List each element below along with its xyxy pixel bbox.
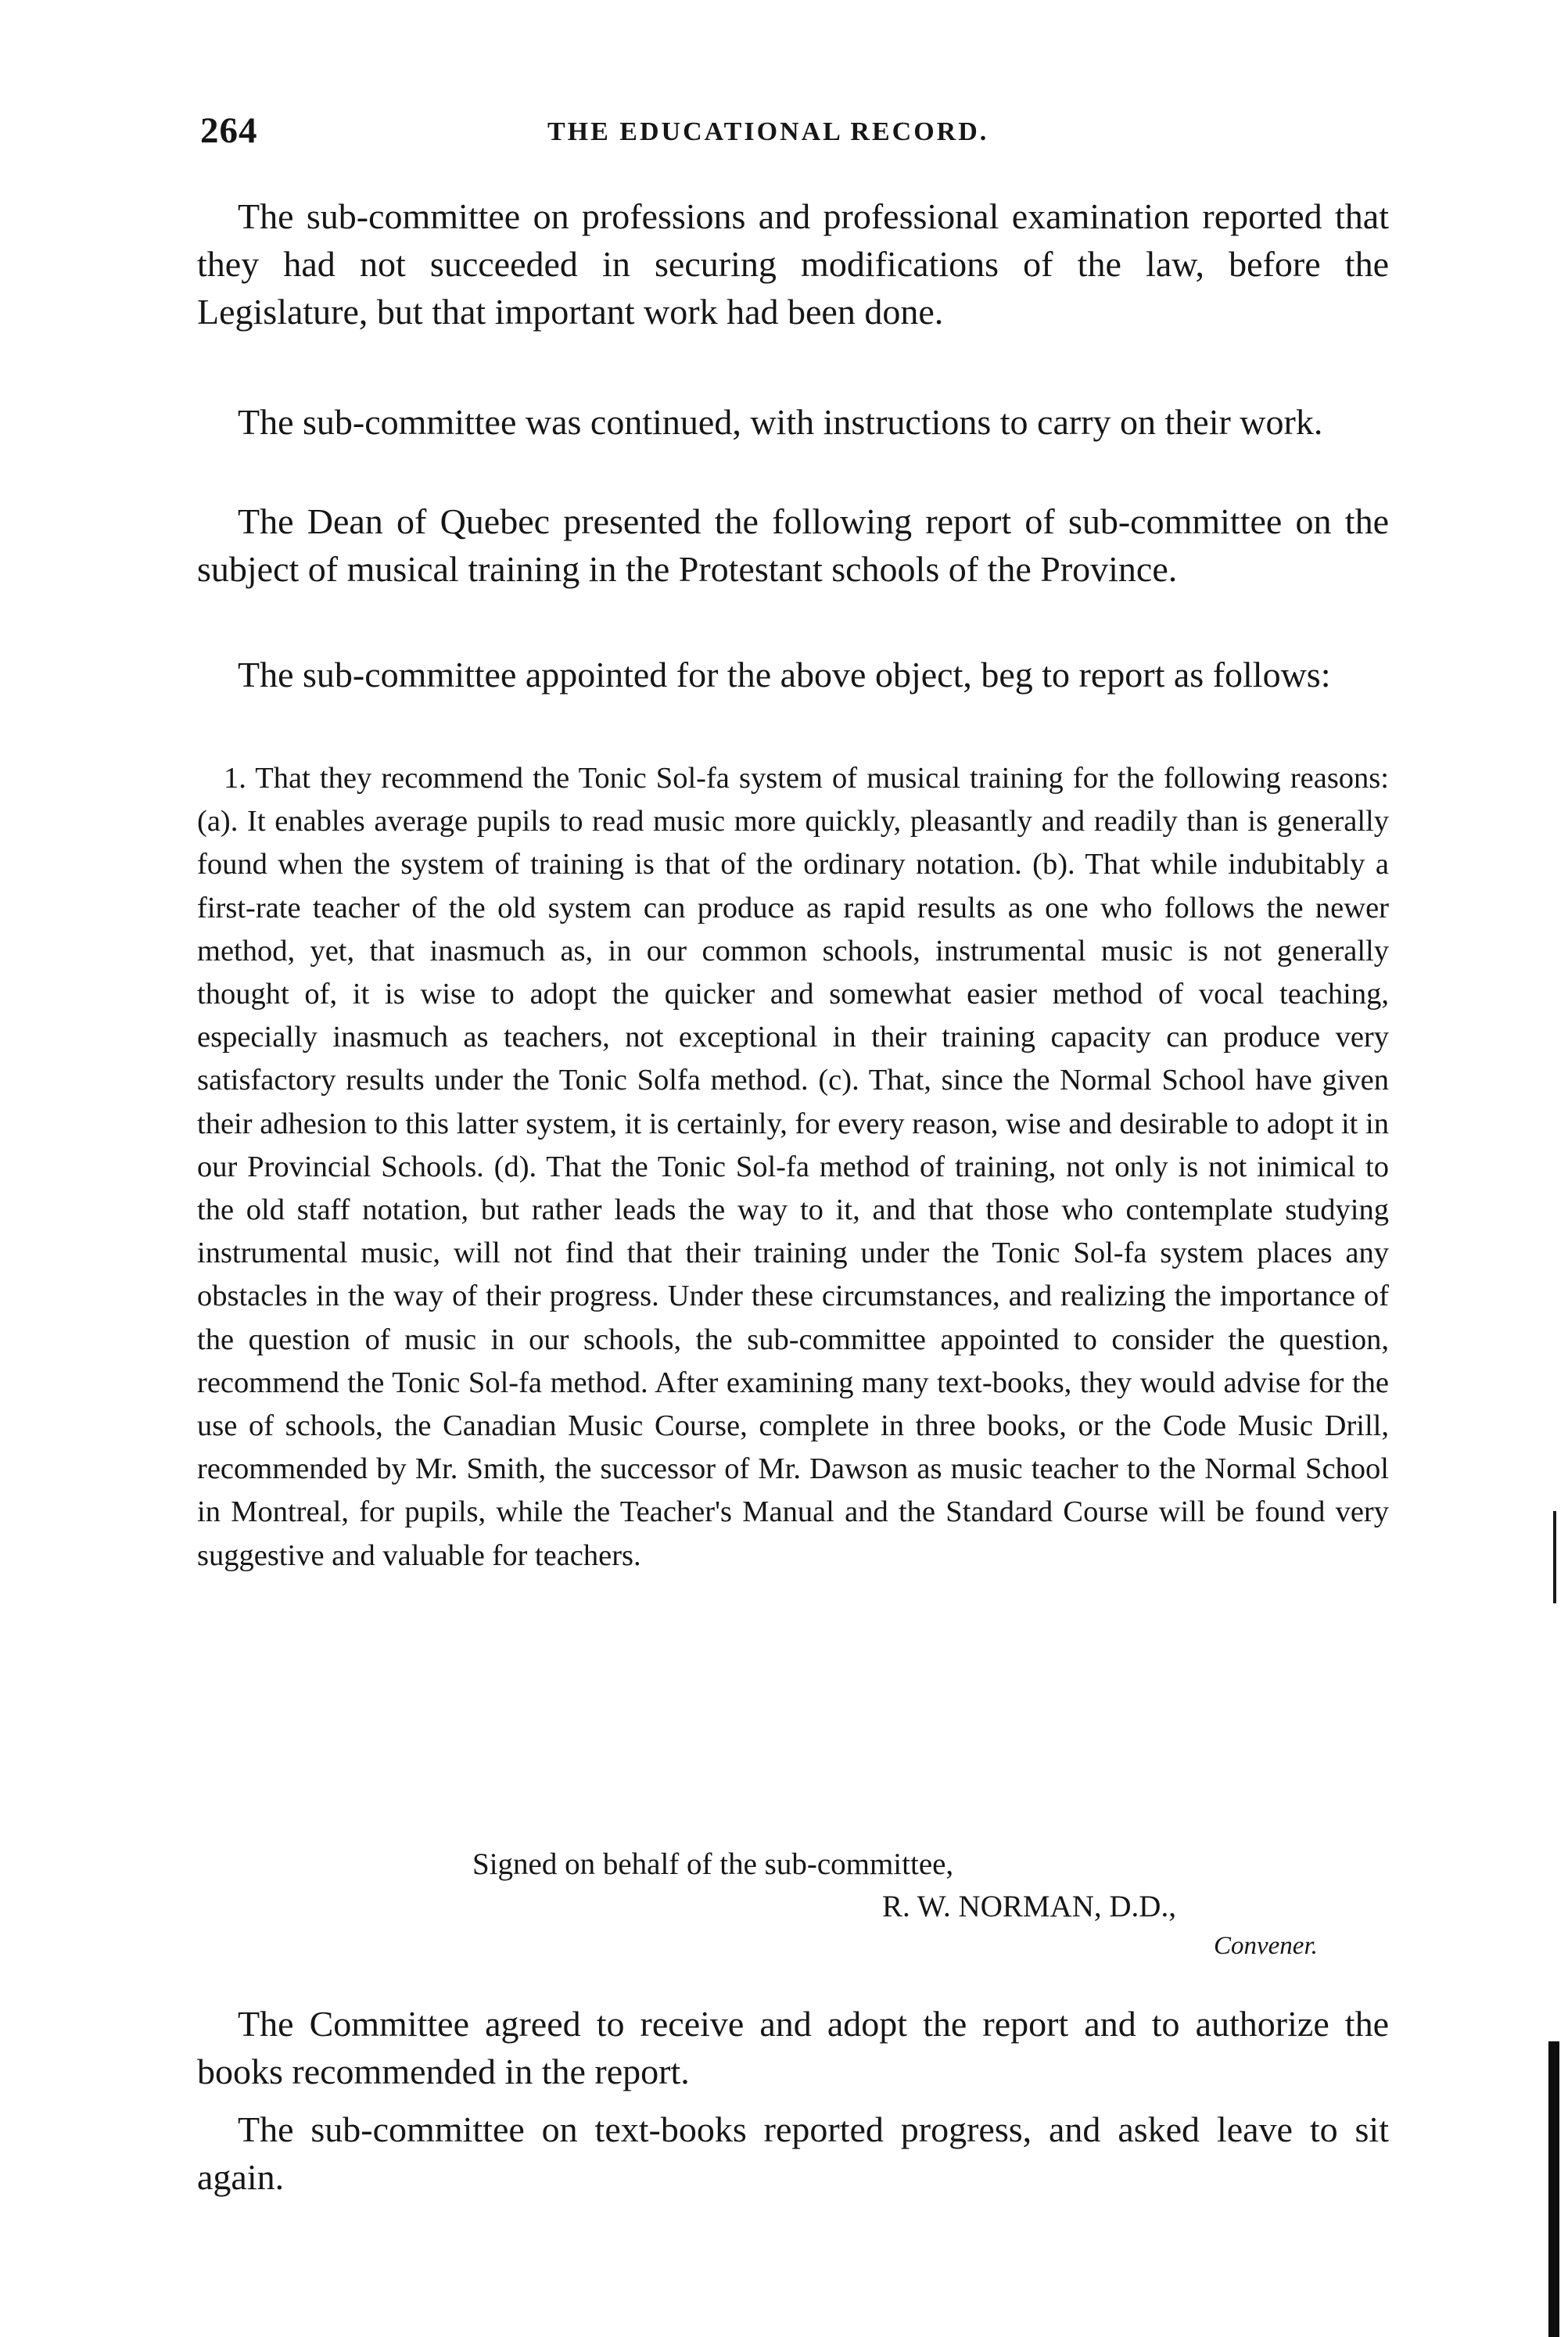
signature-line: Signed on behalf of the sub-committee, — [472, 1847, 954, 1881]
musical-training-report: 1. That they recommend the Tonic Sol-fa system of musical training for the following reasons: (a). It enables average pupils to read music more quickly, pleasantly and readily than is generally found when the system of training is that of the ordinary notation. (b). That while indubitably a first-rate teacher of the old system can produce as rapid results as one who follows the newer method, yet, that inasmuch as, in our common schools, instrumental music is not generally thought of, it is wise to adopt the quicker and somewhat easier method of vocal teaching, especially inasmuch as teachers, not exceptional in their training capacity can produce very satisfactory results under the Tonic Solfa method. (c). That, since the Normal School have given their adhesion to this latter system, it is certainly, for every reason, wise and desirable to adopt it in our Provincial Schools. (d). That the Tonic Sol-fa method of training, not only is not inimical to the old staff notation, but rather leads the way to it, and that those who contemplate studying instrumental music, will not find that their training under the Tonic Sol-fa system places any obstacles in the way of their progress. Under these circumstances, and realizing the importance of the question of music in our schools, the sub-committee appointed to consider the question, recommend the Tonic Sol-fa method. After examining many text-books, they would advise for the use of schools, the Canadian Music Course, complete in three books, or the Code Music Drill, recommended by Mr. Smith, the successor of Mr. Dawson as music teacher to the Normal School in Montreal, for pupils, while the Teacher's Manual and the Standard Course will be found very suggestive and valuable for teachers. — [197, 762, 1389, 1572]
paragraph-report-intro: The sub-committee appointed for the above object, beg to report as follows: — [238, 655, 1331, 695]
page-number: 264 — [200, 110, 258, 151]
signer-role: Convener. — [1214, 1932, 1318, 1960]
paragraph-dean-of-quebec: The Dean of Quebec presented the following report of sub-committee on the subject of musical training in the Protestant schools of the Province. — [197, 501, 1389, 589]
scan-edge-mark — [1553, 1511, 1556, 1603]
paragraph-subcommittee-continued: The sub-committee was continued, with instructions to carry on their work. — [238, 402, 1323, 442]
paragraph-committee-adopts: The Committee agreed to receive and adopt the report and to authorize the books recommended in the report. — [197, 2004, 1389, 2091]
paragraph-text-books-progress: The sub-committee on text-books reported progress, and asked leave to sit again. — [197, 2109, 1389, 2197]
signer-name: R. W. NORMAN, D.D., — [882, 1890, 1176, 1923]
paragraph-professions-report: The sub-committee on professions and professional examination reported that they had not succeeded in securing modifications of the law, before the Legislature, but that important work had been done. — [197, 196, 1389, 332]
scan-edge-bar — [1548, 2041, 1559, 2337]
running-title: THE EDUCATIONAL RECORD. — [547, 117, 989, 146]
